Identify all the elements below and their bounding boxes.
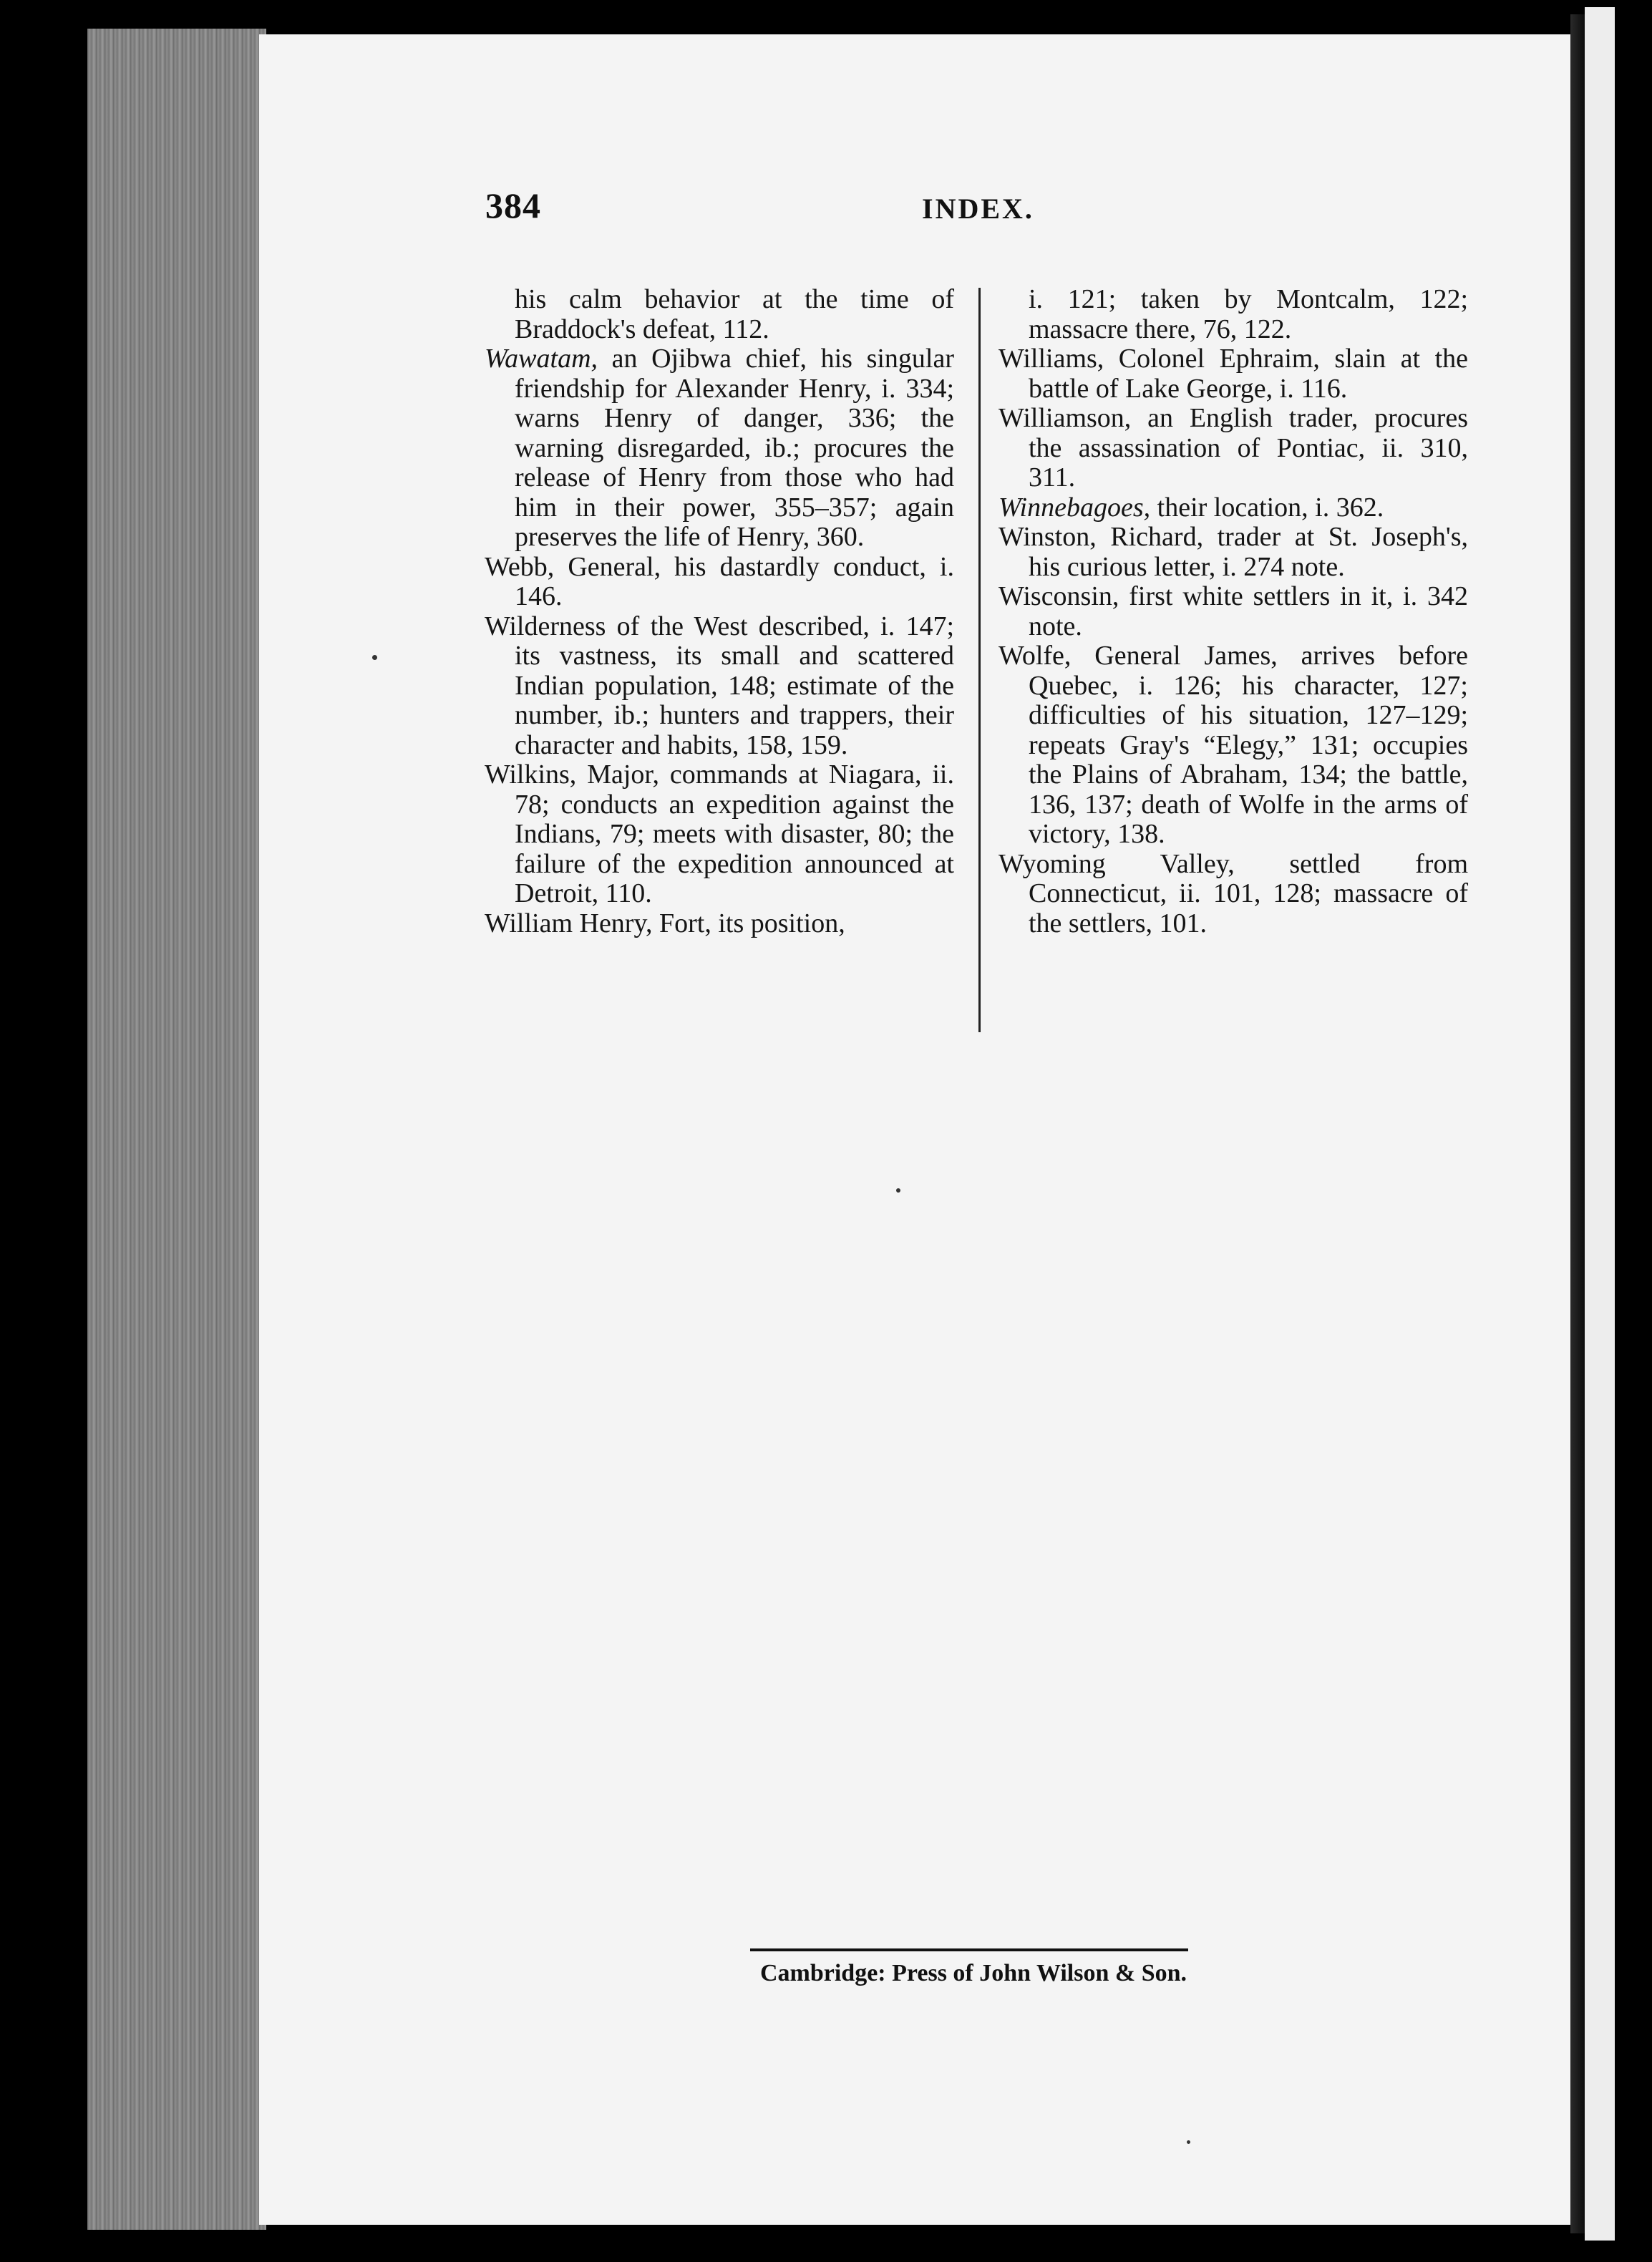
index-entry — [999, 344, 1468, 404]
index-entry — [999, 850, 1468, 939]
index-entry — [999, 493, 1468, 523]
index-column-left — [485, 285, 954, 938]
index-entry-heading: Wisconsin, — [999, 581, 1119, 611]
index-entry-text: first white settlers in it, i. 342 note. — [1029, 581, 1468, 641]
running-head: INDEX. — [922, 193, 1034, 225]
index-entry-text: their location, i. 362. — [1150, 492, 1384, 523]
index-entry-heading: Webb, — [485, 551, 555, 582]
index-entry — [485, 285, 954, 344]
index-entry-heading: Wawatam, — [485, 344, 598, 374]
index-entry-text: an English trader, procures the assassination of Pontiac, ii. 310, 311. — [1029, 403, 1468, 492]
index-entry-heading: Wyoming Valley, — [999, 848, 1235, 879]
index-entry-heading: Williams, — [999, 344, 1104, 374]
index-entry-text: settled from Connecticut, ii. 101, 128; massacre of the settlers, 101. — [1029, 848, 1469, 938]
adjacent-page-strip — [1585, 7, 1615, 2241]
scan-speck — [372, 655, 377, 660]
index-column-right — [999, 285, 1468, 938]
index-entry-text: an Ojibwa chief, his singular friendship for Alexander Henry, i. 334; warns Henry of danger, 336; the warning disregarded, ib.; procures the release of Henry from those who had him in their power, 355–357; again preserves the life of Henry, 360. — [515, 344, 954, 552]
footer-rule — [750, 1948, 1188, 1951]
scan-speck — [1187, 2140, 1190, 2144]
index-entry-text: his calm behavior at the time of Braddock's defeat, 112. — [515, 284, 954, 344]
index-entry-text: General, his dastardly conduct, i. 146. — [515, 551, 954, 611]
index-entry — [999, 404, 1468, 493]
index-entry — [999, 582, 1468, 641]
index-entry-text: Fort, its position, — [652, 908, 845, 938]
index-entry-heading: William Henry, — [485, 908, 653, 938]
index-entry-text: Colonel Ephraim, slain at the battle of Lake George, i. 116. — [1029, 344, 1468, 404]
page-number: 384 — [485, 185, 541, 225]
scan-speck — [896, 1188, 900, 1193]
index-entry-text: of the West described, i. 147; its vastness, its small and scattered Indian population, 148; estimate of the number, ib.; hunters and trappers, their character and habits, 158, 159. — [515, 611, 954, 760]
index-entry-heading: Wilkins, — [485, 759, 577, 790]
index-entry-text: i. 121; taken by Montcalm, 122; massacre there, 76, 122. — [1029, 284, 1468, 344]
index-entry-text: Richard, trader at St. Joseph's, his curious letter, i. 274 note. — [1029, 522, 1468, 582]
index-entry-text: Major, commands at Niagara, ii. 78; conducts an expedition against the Indians, 79; meets with disaster, 80; the failure of the expedition announced at Detroit, 110. — [515, 759, 954, 908]
printer-imprint: Cambridge: Press of John Wilson & Son. — [759, 1960, 1187, 1986]
index-entry-heading: Winston, — [999, 522, 1097, 552]
index-entry-heading: Williamson, — [999, 403, 1132, 433]
index-entry — [485, 553, 954, 612]
index-entry — [485, 612, 954, 761]
index-entry-heading: Wilderness — [485, 611, 606, 641]
index-entry — [999, 285, 1468, 344]
index-entry-text: General James, arrives before Quebec, i. 126; his character, 127; difficulties of his situation, 127–129; repeats Gray's “Elegy,” 131; occupies the Plains of Abraham, 134; the battle, 136, 137; death of Wolfe in the arms of victory, 138. — [1029, 641, 1468, 849]
index-entry — [999, 641, 1468, 850]
index-entry-heading: Winnebagoes, — [999, 492, 1151, 523]
column-divider — [978, 288, 981, 1032]
index-entry — [485, 760, 954, 909]
index-entry — [999, 523, 1468, 582]
page-gutter-shadow — [1570, 14, 1585, 2233]
index-entry — [485, 344, 954, 553]
index-entry-heading: Wolfe, — [999, 641, 1072, 671]
page-edge-stack — [87, 29, 266, 2230]
index-entry — [485, 909, 954, 939]
